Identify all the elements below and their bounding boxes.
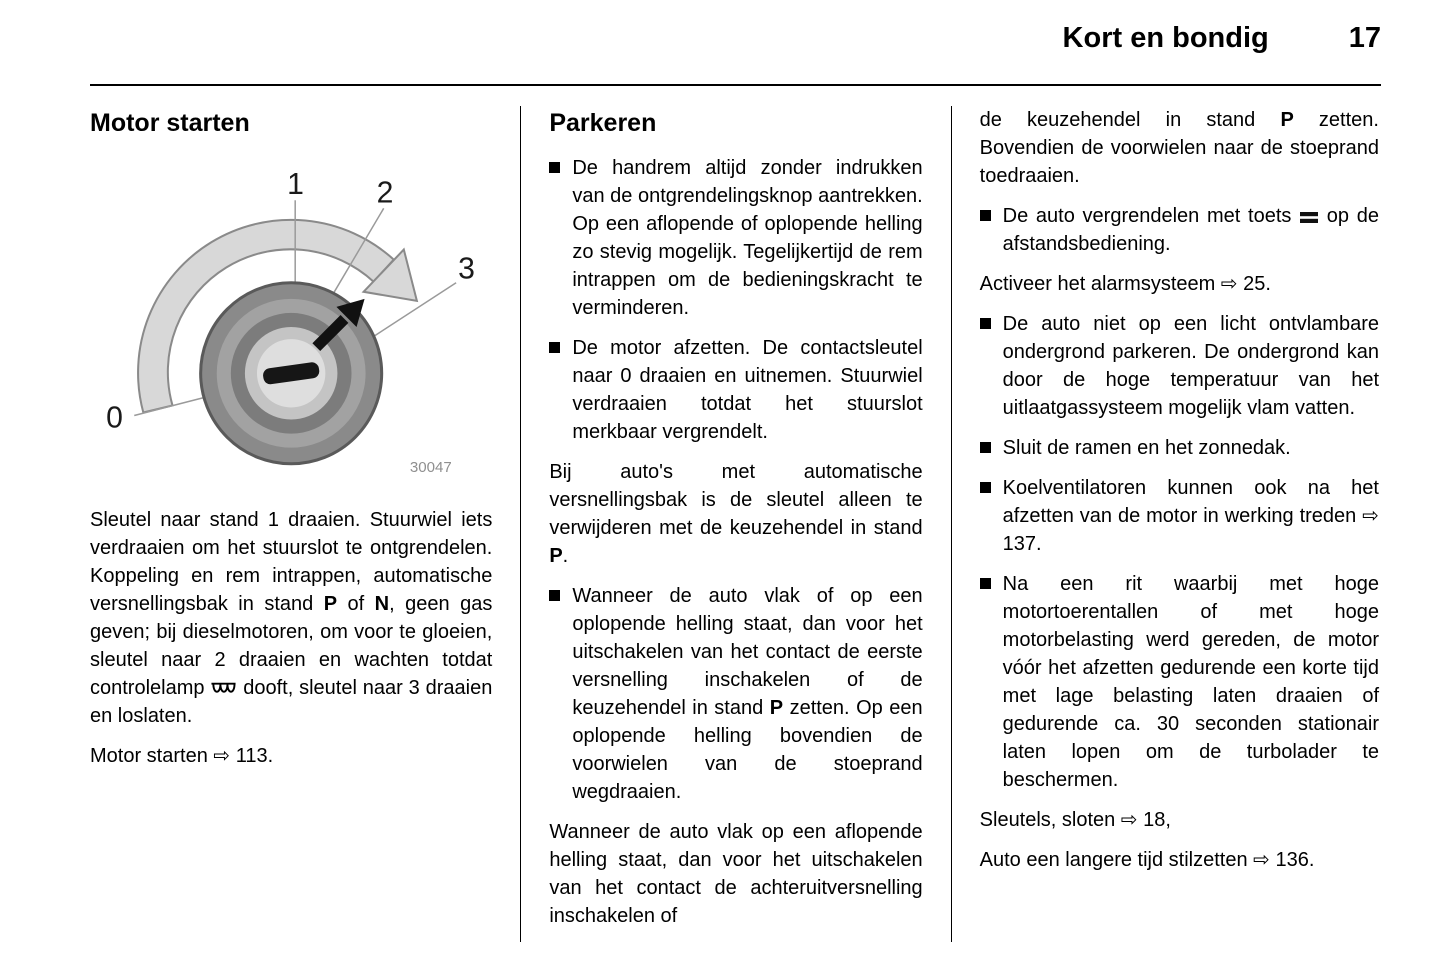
bullet-parkeren-helling: Wanneer de auto vlak of op een oplopende helling staat, dan voor het uitschakelen van het contact de eerste versnelling inschakelen of de keuzehendel in stand P zetten. Op een oplopende helling bovendien de voorwielen van de stoeprand wegdraaien. xyxy=(549,582,922,806)
position-label-1: 1 xyxy=(287,168,304,202)
position-label-2: 2 xyxy=(376,176,394,210)
sleutels-sloten-reference: Sleutels, sloten ⇨ 18, xyxy=(979,809,1171,831)
aflopende-helling-note: Wanneer de auto vlak op een aflopende helling staat, dan voor het uitschakelen van het contact de achteruitversnelling inschakelen of xyxy=(549,821,923,927)
figure-number: 30047 xyxy=(409,458,452,476)
chapter-title: Kort en bondig xyxy=(1062,22,1269,54)
aflopende-helling-continuation: de keuzehendel in stand P zetten. Bovendien de voorwielen naar de stoeprand toedraaien. xyxy=(979,109,1379,187)
bullet-koelventilatoren: Koelventilatoren kunnen ook na het afzetten van de motor in werking treden ⇨ 137. xyxy=(980,474,1379,558)
ignition-switch-illustration xyxy=(90,154,492,486)
remote-lock-button-icon xyxy=(1299,211,1319,224)
bullet-marker xyxy=(980,482,991,493)
motor-start-reference: Motor starten ⇨ 113. xyxy=(90,744,274,767)
content-columns xyxy=(90,106,1381,942)
section-heading-parkeren: Parkeren xyxy=(549,109,657,137)
middle-column xyxy=(520,106,950,942)
page-number: 17 xyxy=(1348,22,1381,54)
bullet-marker xyxy=(980,442,991,453)
bullet-marker xyxy=(980,578,991,589)
bullet-vergrendelen: De auto vergrendelen met toets op de afstandsbediening. xyxy=(980,202,1379,258)
header-rule xyxy=(90,84,1381,86)
bullet-turbolader: Na een rit waarbij met hoge motortoerentallen of met hoge motorbelasting werd gereden, de motor vóór het afzetten gedurende een korte tijd met lage belasting laten draaien of gedurende ca. 30 seconden stationair laten lopen om de turbolader te beschermen. xyxy=(980,570,1379,794)
bullet-motor-afzetten: De motor afzetten. De contactsleutel naar 0 draaien en uitnemen. Stuurwiel verdraaien totdat het stuurslot merkbaar vergrendelt. xyxy=(549,334,922,446)
bullet-handrem: De handrem altijd zonder indrukken van de ontgrendelingsknop aantrekken. Op een aflopende of oplopende helling zo stevig mogelijk. Tegelijkertijd de rem intrappen om de bedieningskracht te verminderen. xyxy=(549,154,922,322)
motor-start-instructions: Sleutel naar stand 1 draaien. Stuurwiel iets verdraaien om het stuurslot te ontgrendelen. Koppeling en rem intrappen, automatische versnellingsbak in stand P of N, geen gas geven; bij dieselmotoren, om voor te gloeien, sleutel naar 2 draaien en wachten totdat controlelamp dooft, sleutel naar 3 draaien en loslaten. xyxy=(90,508,493,727)
bullet-ontvlambare-ondergrond: De auto niet op een licht ontvlambare ondergrond parkeren. De ondergrond kan door de hoge temperatuur van het uitlaatgassysteem mogelijk vlam vatten. xyxy=(980,310,1379,422)
alarmsysteem-reference: Activeer het alarmsysteem ⇨ 25. xyxy=(979,273,1271,295)
bullet-marker xyxy=(980,210,991,221)
section-heading-motor-starten: Motor starten xyxy=(90,109,250,137)
page-header xyxy=(1063,22,1381,55)
bullet-ramen-zonnedak: Sluit de ramen en het zonnedak. xyxy=(980,434,1379,462)
position-label-3: 3 xyxy=(458,252,475,286)
glow-plug-icon xyxy=(210,681,237,696)
bullet-marker xyxy=(980,318,991,329)
right-column xyxy=(951,106,1381,942)
left-column xyxy=(90,106,520,942)
automaat-sleutel-note: Bij auto's met automatische versnellingsbak is de sleutel alleen te verwijderen met de keuzehendel in stand P. xyxy=(549,461,923,567)
bullet-marker xyxy=(549,590,560,601)
ignition-switch-figure xyxy=(90,154,492,486)
bullet-marker xyxy=(549,162,560,173)
stilzetten-reference: Auto een langere tijd stilzetten ⇨ 136. xyxy=(979,849,1315,871)
position-label-0: 0 xyxy=(106,401,123,435)
bullet-marker xyxy=(549,342,560,353)
